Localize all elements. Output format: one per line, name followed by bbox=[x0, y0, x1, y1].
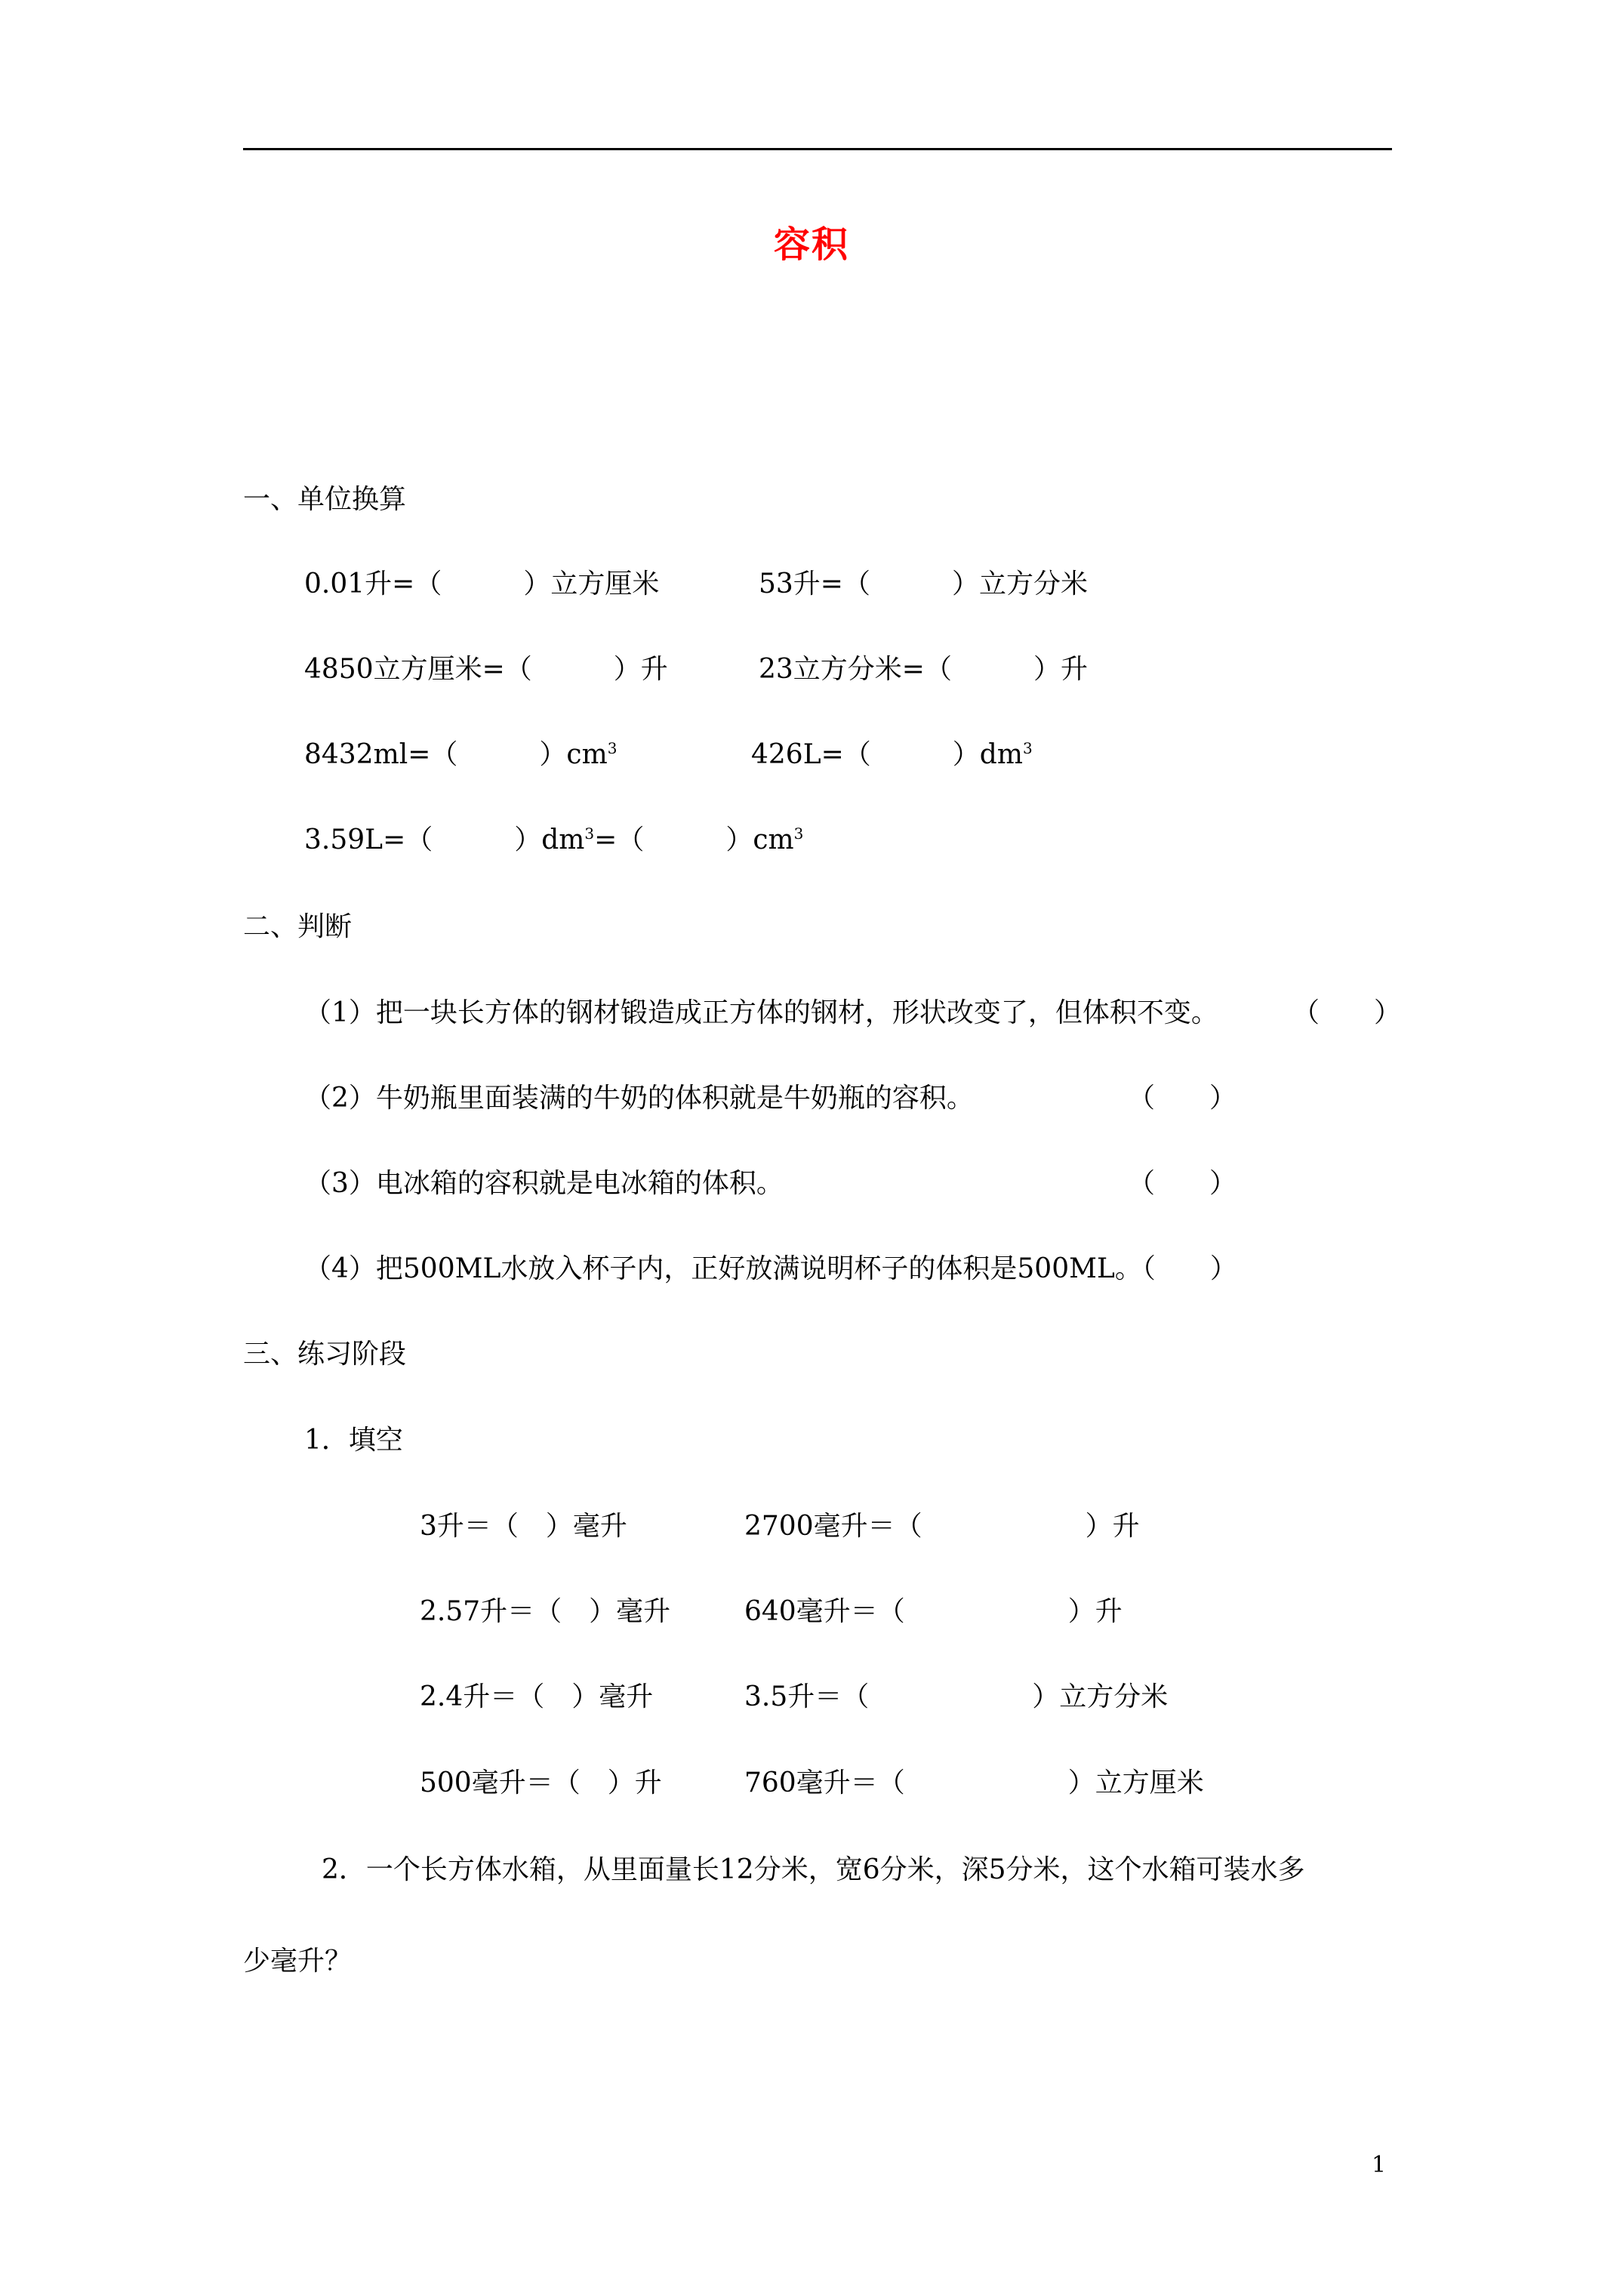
conversion-item: 0.01升=（ ）立方厘米 bbox=[304, 569, 660, 599]
header-rule bbox=[243, 148, 1392, 150]
judgement-item: （3）电冰箱的容积就是电冰箱的体积。 bbox=[304, 1168, 784, 1199]
fill-item: 760毫升＝（ ）立方厘米 bbox=[744, 1767, 1204, 1798]
section1-heading: 一、单位换算 bbox=[243, 484, 407, 515]
judgement-item: （1）把一块长方体的钢材锻造成正方体的钢材，形状改变了，但体积不变。 bbox=[304, 997, 1218, 1028]
conversion-item: 23立方分米=（ ）升 bbox=[759, 654, 1088, 685]
fill-item: 3.5升＝（ ）立方分米 bbox=[744, 1681, 1169, 1712]
fill-item: 640毫升＝（ ）升 bbox=[744, 1596, 1123, 1627]
answer-bracket: （ ） bbox=[1128, 1168, 1237, 1199]
page-title: 容积 bbox=[773, 223, 849, 266]
conversion-item: 426L=（ ）$dm^3$ bbox=[751, 739, 1033, 770]
conversion-item: 3.59L=（ ）$dm^3=$（ ）$cm^3$ bbox=[304, 824, 804, 855]
fill-item: 2.57升＝（ ）毫升 bbox=[420, 1596, 671, 1627]
fill-item: 3升＝（ ）毫升 bbox=[420, 1511, 627, 1542]
conversion-item: 8432ml=（ ）$cm^3$ bbox=[304, 739, 617, 770]
answer-bracket: （ ） bbox=[1292, 997, 1402, 1028]
conversion-item: 53升=（ ）立方分米 bbox=[759, 569, 1088, 599]
fill-item: 2700毫升＝（ ）升 bbox=[744, 1511, 1140, 1542]
fill-item: 500毫升＝（ ）升 bbox=[420, 1767, 662, 1798]
judgement-item: （2）牛奶瓶里面装满的牛奶的体积就是牛奶瓶的容积。 bbox=[304, 1083, 974, 1114]
word-problem: 2．一个长方体水箱，从里面量长12分米，宽6分米，深5分米，这个水箱可装水多 bbox=[322, 1854, 1305, 1885]
fill-item: 2.4升＝（ ）毫升 bbox=[420, 1681, 654, 1712]
word-problem-continued: 少毫升？ bbox=[243, 1946, 353, 1977]
section2-heading: 二、判断 bbox=[243, 911, 353, 942]
judgement-item: （4）把500ML水放入杯子内，正好放满说明杯子的体积是500ML。（ ） bbox=[304, 1253, 1237, 1284]
fill-in-subheading: 1．填空 bbox=[304, 1425, 403, 1456]
section3-heading: 三、练习阶段 bbox=[243, 1339, 407, 1370]
page-number: 1 bbox=[1372, 2152, 1387, 2178]
conversion-item: 4850立方厘米=（ ）升 bbox=[304, 654, 668, 685]
answer-bracket: （ ） bbox=[1128, 1083, 1237, 1114]
